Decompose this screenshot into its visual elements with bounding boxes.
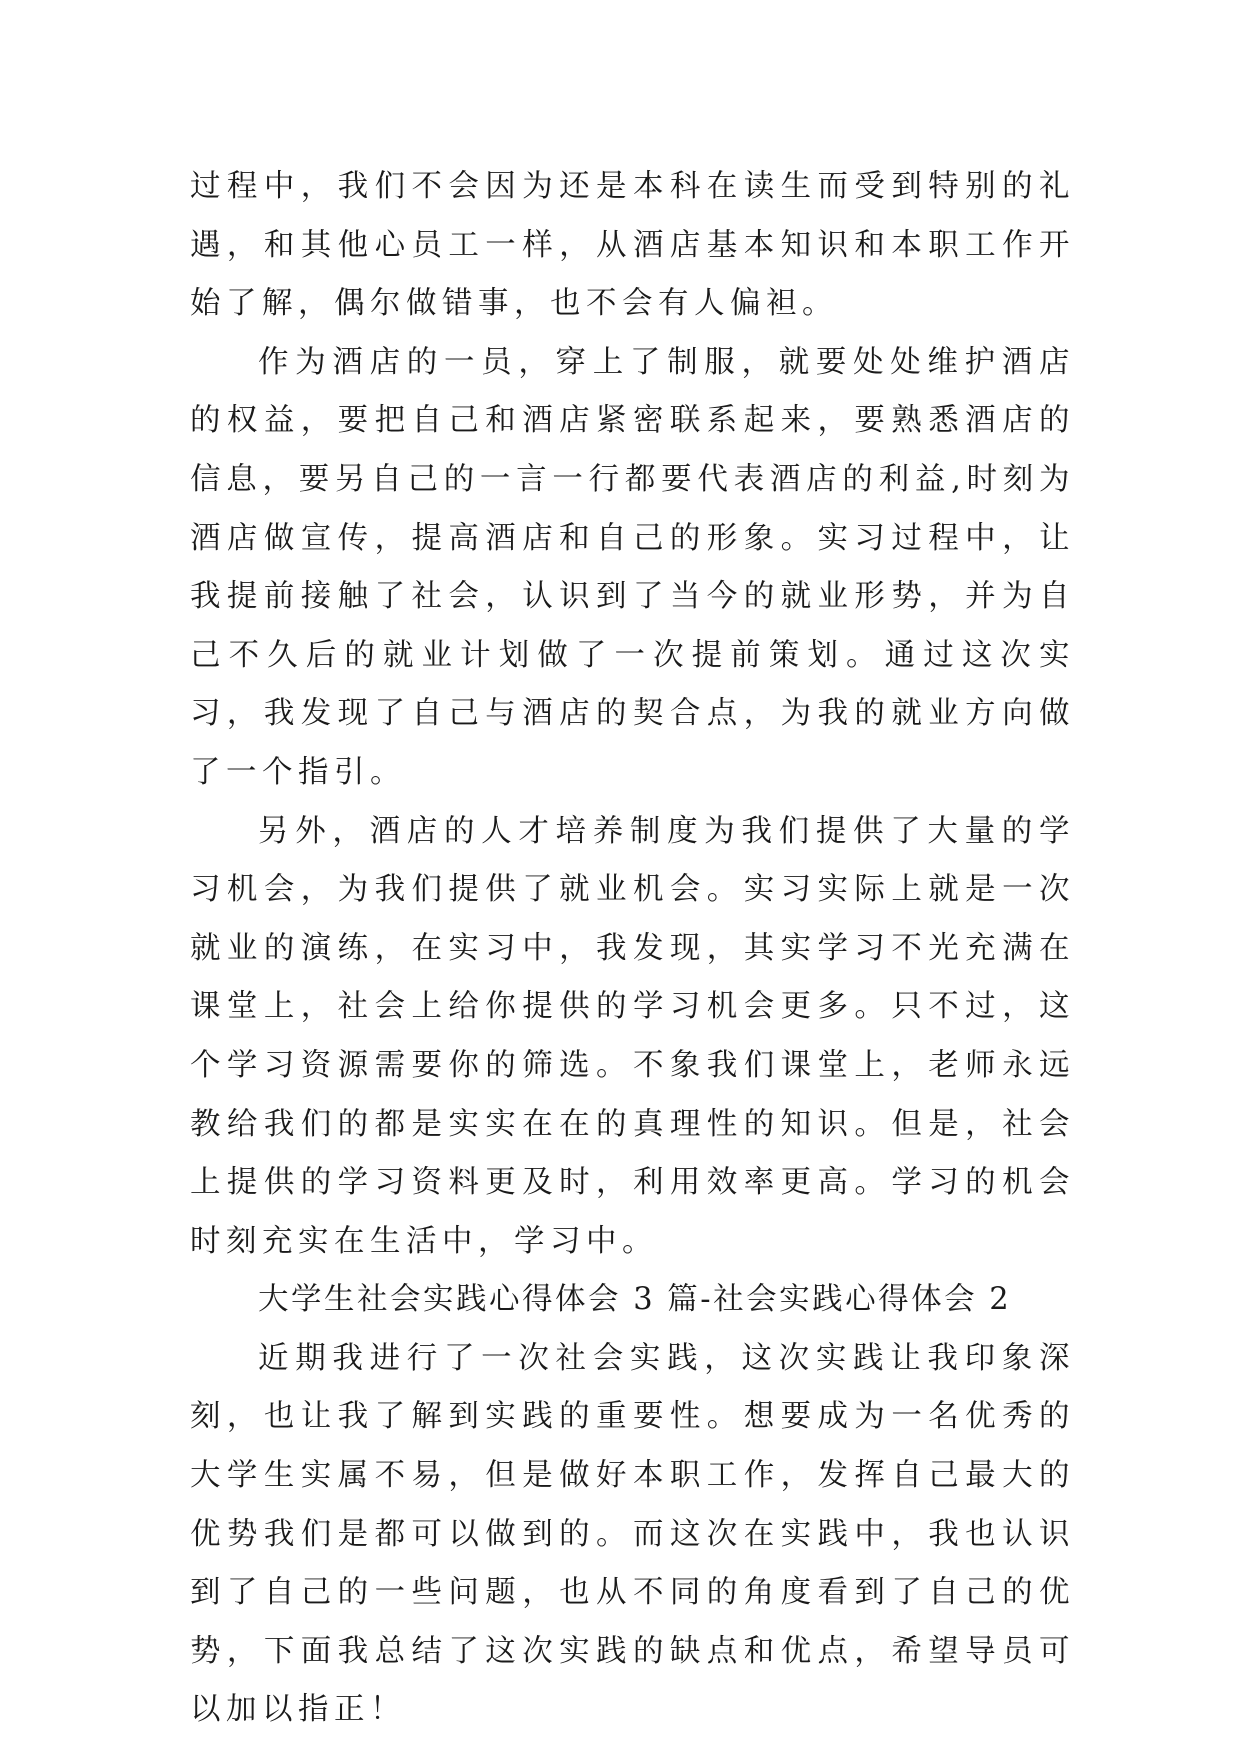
paragraph-continued: 过程中，我们不会因为还是本科在读生而受到特别的礼遇，和其他心员工一样，从酒店基本知识和本职工作开始了解，偶尔做错事，也不会有人偏袒。 [190, 169, 1075, 322]
paragraph-training-system: 另外，酒店的人才培养制度为我们提供了大量的学习机会，为我们提供了就业机会。实习实际上就是一次就业的演练，在实习中，我发现，其实学习不光充满在课堂上，社会上给你提供的学习机会更多。只不过，这个学习资源需要你的筛选。不象我们课堂上，老师永远教给我们的都是实实在在的真理性的知识。但是，社会上提供的学习资料更及时，利用效率更高。学习的机会时刻充实在生活中，学习中。 [190, 813, 1075, 1259]
document-body [190, 158, 1075, 1740]
paragraph-social-practice: 近期我进行了一次社会实践，这次实践让我印象深刻，也让我了解到实践的重要性。想要成为一名优秀的大学生实属不易，但是做好本职工作，发挥自己最大的优势我们是都可以做到的。而这次在实践中，我也认识到了自己的一些问题，也从不同的角度看到了自己的优势，下面我总结了这次实践的缺点和优点，希望导员可以加以指正！ [190, 1340, 1075, 1728]
section-heading: 大学生社会实践心得体会 3 篇-社会实践心得体会 2 [258, 1282, 1012, 1318]
paragraph-hotel-member: 作为酒店的一员，穿上了制服，就要处处维护酒店的权益，要把自己和酒店紧密联系起来，要熟悉酒店的信息，要另自己的一言一行都要代表酒店的利益,时刻为酒店做宣传，提高酒店和自己的形象。实习过程中，让我提前接触了社会，认识到了当今的就业形势，并为自己不久后的就业计划做了一次提前策划。通过这次实习，我发现了自己与酒店的契合点，为我的就业方向做了一个指引。 [190, 344, 1075, 790]
